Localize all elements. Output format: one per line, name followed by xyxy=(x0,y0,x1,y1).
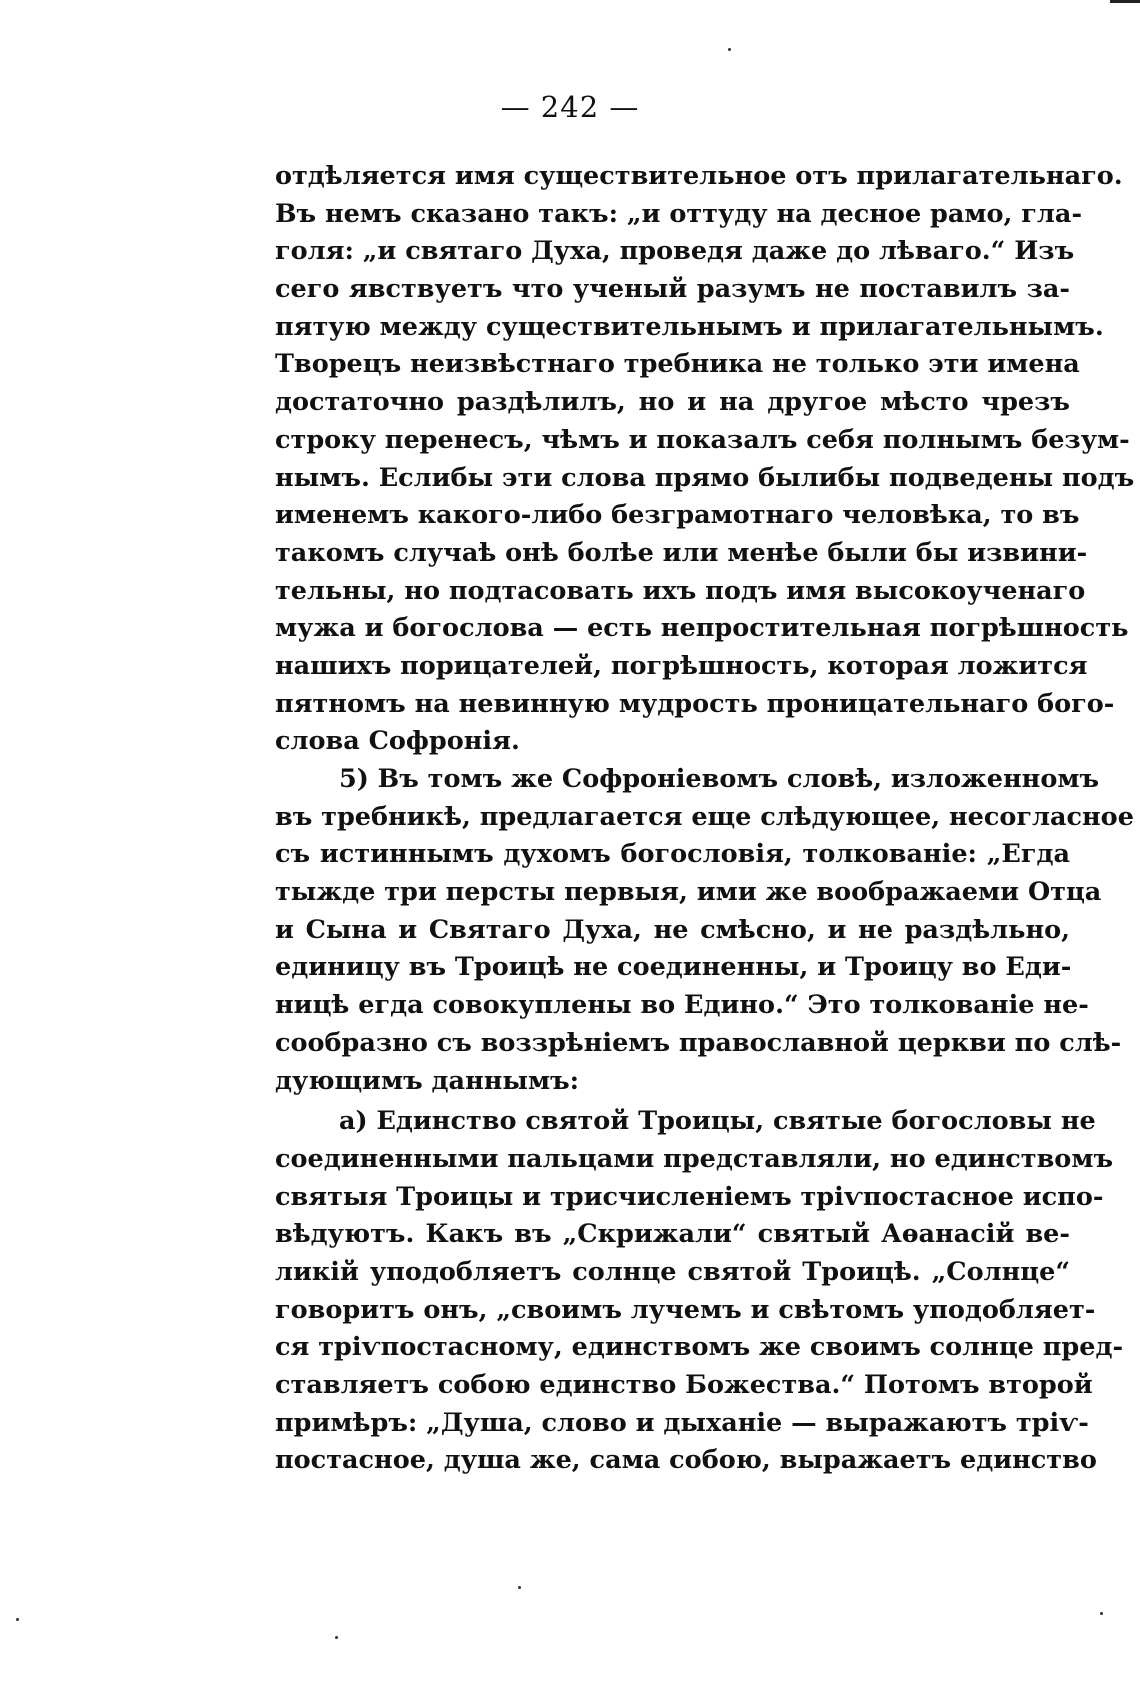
scan-speck xyxy=(16,1618,19,1621)
text-line: 5) Въ томъ же Софроніевомъ словѣ, изложенномъ xyxy=(339,764,1100,794)
page-number: — 242 — xyxy=(500,90,640,124)
scan-speck xyxy=(335,1636,338,1639)
text-line: соединенными пальцами представляли, но единствомъ xyxy=(275,1143,1114,1174)
text-line: съ истиннымъ духомъ богословія, толкованіе: „Егда xyxy=(275,839,1070,870)
text-line: ся тріѵпостасному, единствомъ же своимъ солнце пред- xyxy=(275,1332,1124,1363)
scan-edge-mark xyxy=(1110,0,1140,21)
text-line: ликій уподобляетъ солнце святой Троицѣ. „Солнце“ xyxy=(275,1256,1070,1287)
text-line: мужа и богослова — есть непростительная погрѣшность xyxy=(275,613,1129,644)
text-line: сего явствуетъ что ученый разумъ не поставилъ за- xyxy=(275,274,1070,305)
text-line: примѣръ: „Душа, слово и дыханіе — выражаютъ тріѵ- xyxy=(275,1407,1089,1438)
text-line: нымъ. Еслибы эти слова прямо былибы подведены подъ xyxy=(275,462,1135,493)
text-line: слова Софронія. xyxy=(275,726,520,757)
scan-speck xyxy=(518,1586,521,1589)
text-line: ницѣ егда совокуплены во Едино.“ Это толкованіе не- xyxy=(275,990,1089,1021)
text-line: сообразно съ воззрѣніемъ православной церкви по слѣ- xyxy=(275,1027,1122,1058)
text-line: дующимъ даннымъ: xyxy=(275,1065,580,1096)
text-line: Творецъ неизвѣстнаго требника не только эти имена xyxy=(275,349,1080,380)
text-line: нашихъ порицателей, погрѣшность, которая ложится xyxy=(275,650,1088,681)
text-line: единицу въ Троицѣ не соединенны, и Троицу во Еди- xyxy=(275,952,1072,983)
scan-speck xyxy=(728,48,731,51)
text-line: достаточно раздѣлилъ, но и на другое мѣсто чрезъ xyxy=(275,387,1070,418)
text-line: постасное, душа же, сама собою, выражаетъ единство xyxy=(275,1445,1097,1476)
text-line: тельны, но подтасовать ихъ подъ имя высокоученаго xyxy=(275,575,1086,606)
paragraph-1 xyxy=(275,158,1135,761)
text-line: строку перенесъ, чѣмъ и показалъ себя полнымъ безум- xyxy=(275,424,1130,455)
text-line: въ требникѣ, предлагается еще слѣдующее, несогласное xyxy=(275,801,1134,832)
text-line: вѣдуютъ. Какъ въ „Скрижали“ святый Аѳанасій ве- xyxy=(275,1219,1070,1250)
text-line: Въ немъ сказано такъ: „и оттуду на десное рамо, гла- xyxy=(275,198,1083,229)
text-line: святыя Троицы и трисчисленіемъ тріѵпостасное испо- xyxy=(275,1181,1104,1212)
text-line: ставляетъ собою единство Божества.“ Потомъ второй xyxy=(275,1370,1093,1400)
text-line: и Сына и Святаго Духа, не смѣсно, и не раздѣльно, xyxy=(275,914,1070,945)
text-line: голя: „и святаго Духа, проведя даже до лѣваго.“ Изъ xyxy=(275,236,1075,267)
text-line: пятномъ на невинную мудрость проницательнаго бого- xyxy=(275,688,1115,719)
text-line: а) Единство святой Троицы, святые богословы не xyxy=(339,1106,1096,1137)
page-body xyxy=(275,158,1135,1480)
paragraph-2 xyxy=(275,761,1134,1100)
text-line: именемъ какого-либо безграмотнаго человѣка, то въ xyxy=(275,500,1080,531)
text-line: отдѣляется имя существительное отъ прилагательнаго. xyxy=(275,161,1123,191)
text-line: такомъ случаѣ онѣ болѣе или менѣе были бы извини- xyxy=(275,537,1088,568)
paragraph-3 xyxy=(275,1103,1124,1480)
text-line: тыжде три персты первыя, ими же воображаеми Отца xyxy=(275,877,1102,908)
text-line: пятую между существительнымъ и прилагательнымъ. xyxy=(275,311,1104,342)
text-line: говоритъ онъ, „своимъ лучемъ и свѣтомъ уподобляет- xyxy=(275,1294,1096,1325)
scan-speck xyxy=(1100,1612,1103,1615)
